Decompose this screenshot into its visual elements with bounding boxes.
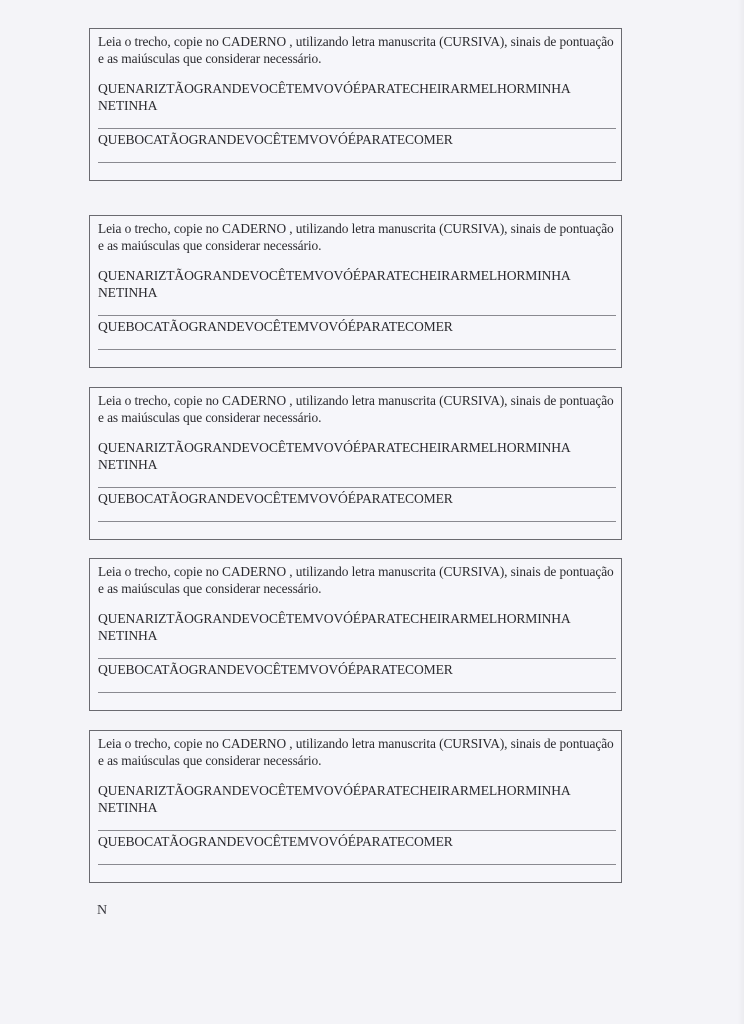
writing-rule — [98, 162, 616, 163]
passage-line-3: QUEBOCATÃOGRANDEVOCÊTEMVOVÓÉPARATECOMER — [98, 491, 453, 506]
passage-line-2: NETINHA — [98, 800, 158, 815]
writing-rule — [98, 864, 616, 865]
writing-rule — [98, 315, 616, 316]
passage-line-1: QUENARIZTÃOGRANDEVOCÊTEMVOVÓÉPARATECHEIRARMELHORMINHA — [98, 268, 571, 283]
instruction-text: Leia o trecho, copie no CADERNO , utilizando letra manuscrita (CURSIVA), sinais de pontuação e as maiúsculas que considerar necessário. — [98, 34, 614, 66]
page-edge — [738, 0, 744, 1024]
passage-line-3: QUEBOCATÃOGRANDEVOCÊTEMVOVÓÉPARATECOMER — [98, 319, 453, 334]
writing-rule — [98, 658, 616, 659]
exercise-box-4 — [89, 558, 622, 711]
passage-line-1: QUENARIZTÃOGRANDEVOCÊTEMVOVÓÉPARATECHEIRARMELHORMINHA — [98, 611, 571, 626]
writing-rule — [98, 830, 616, 831]
instruction-text: Leia o trecho, copie no CADERNO , utilizando letra manuscrita (CURSIVA), sinais de pontuação e as maiúsculas que considerar necessário. — [98, 564, 614, 596]
passage-line-1: QUENARIZTÃOGRANDEVOCÊTEMVOVÓÉPARATECHEIRARMELHORMINHA — [98, 783, 571, 798]
writing-rule — [98, 692, 616, 693]
passage-line-2: NETINHA — [98, 285, 158, 300]
instruction-text: Leia o trecho, copie no CADERNO , utilizando letra manuscrita (CURSIVA), sinais de pontuação e as maiúsculas que considerar necessário. — [98, 393, 614, 425]
passage-line-2: NETINHA — [98, 457, 158, 472]
exercise-box-1 — [89, 28, 622, 181]
instruction-text: Leia o trecho, copie no CADERNO , utilizando letra manuscrita (CURSIVA), sinais de pontuação e as maiúsculas que considerar necessário. — [98, 736, 614, 768]
instruction-text: Leia o trecho, copie no CADERNO , utilizando letra manuscrita (CURSIVA), sinais de pontuação e as maiúsculas que considerar necessário. — [98, 221, 614, 253]
passage-line-1: QUENARIZTÃOGRANDEVOCÊTEMVOVÓÉPARATECHEIRARMELHORMINHA — [98, 440, 571, 455]
exercise-box-5 — [89, 730, 622, 883]
exercise-box-2 — [89, 215, 622, 368]
passage-line-2: NETINHA — [98, 98, 158, 113]
passage-line-3: QUEBOCATÃOGRANDEVOCÊTEMVOVÓÉPARATECOMER — [98, 834, 453, 849]
writing-rule — [98, 349, 616, 350]
footer-letter: N — [97, 903, 108, 918]
passage-line-3: QUEBOCATÃOGRANDEVOCÊTEMVOVÓÉPARATECOMER — [98, 662, 453, 677]
writing-rule — [98, 521, 616, 522]
passage-line-2: NETINHA — [98, 628, 158, 643]
exercise-box-3 — [89, 387, 622, 540]
writing-rule — [98, 487, 616, 488]
passage-line-3: QUEBOCATÃOGRANDEVOCÊTEMVOVÓÉPARATECOMER — [98, 132, 453, 147]
writing-rule — [98, 128, 616, 129]
passage-line-1: QUENARIZTÃOGRANDEVOCÊTEMVOVÓÉPARATECHEIRARMELHORMINHA — [98, 81, 571, 96]
